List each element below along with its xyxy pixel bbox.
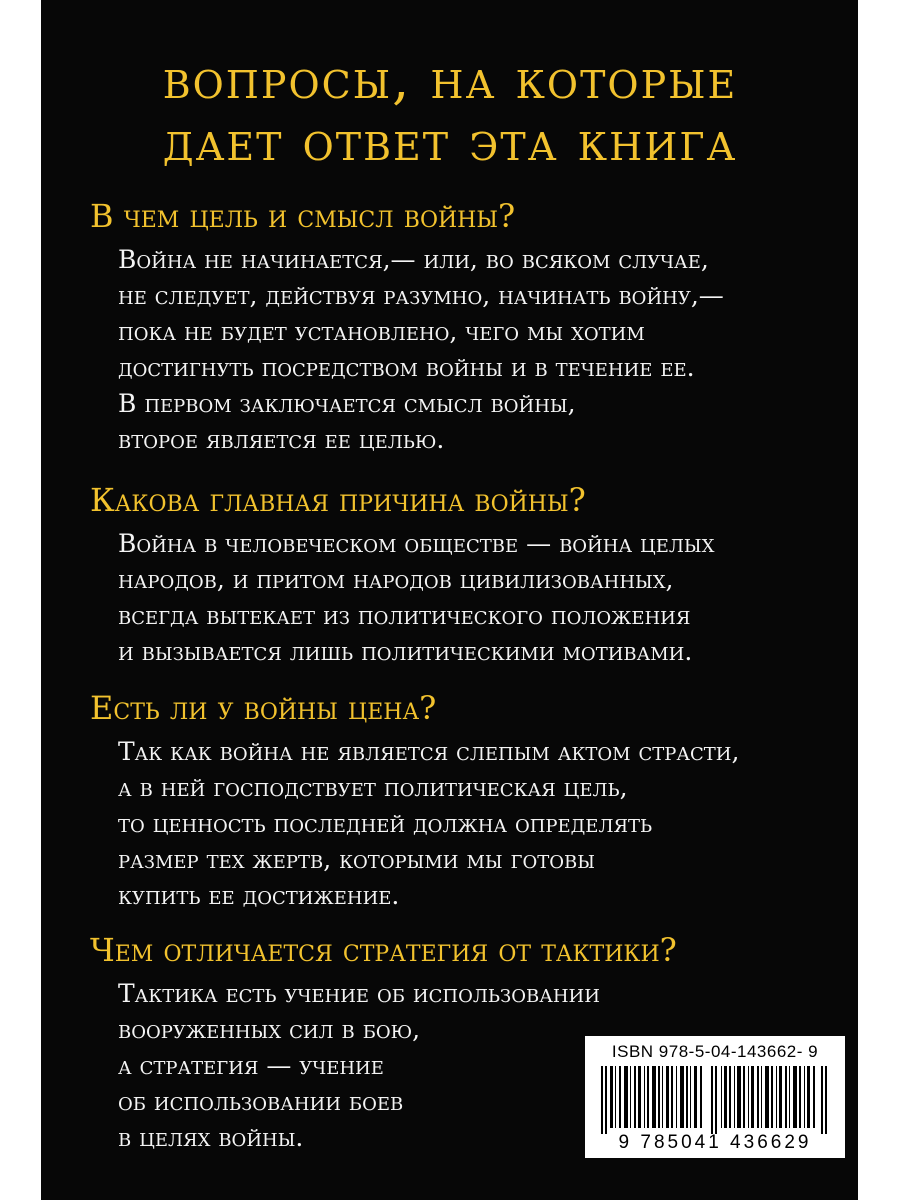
answer-line: размер тех жертв, которыми мы готовы <box>118 845 595 874</box>
answer-line: второе является ее целью. <box>118 425 445 454</box>
barcode-bars <box>601 1066 831 1134</box>
answer-line: в целях войны. <box>118 1123 304 1152</box>
question-heading: В чем цель и смысл войны? <box>90 197 516 235</box>
barcode-digits: 9 785041 436629 <box>618 1132 812 1153</box>
answer-line: народов, и притом народов цивилизованных, <box>118 565 674 594</box>
cover-title-line-2: дает ответ эта книга <box>162 110 738 173</box>
answer-line: а стратегия — учение <box>118 1051 384 1080</box>
answer-line: В первом заключается смысл войны, <box>118 389 576 418</box>
answer-line: а в ней господствует политическая цель, <box>118 773 628 802</box>
answer-line: Тактика есть учение об использовании <box>118 979 600 1008</box>
answer-line: об использовании боев <box>118 1087 404 1116</box>
answer-line: пока не будет установлено, чего мы хотим <box>118 317 645 346</box>
answer-line: купить ее достижение. <box>118 881 400 910</box>
answer-line: Война не начинается,— или, во всяком случае, <box>118 245 709 274</box>
answer-line: Война в человеческом обществе — война целых <box>118 529 715 558</box>
answer-line: не следует, действуя разумно, начинать войну,— <box>118 281 724 310</box>
question-heading: Чем отличается стратегия от тактики? <box>90 931 677 969</box>
answer-line: и вызывается лишь политическими мотивами. <box>118 637 693 666</box>
question-heading: Есть ли у войны цена? <box>90 689 437 727</box>
isbn-barcode <box>585 1036 845 1158</box>
answer-line: вооруженных сил в бою, <box>118 1015 421 1044</box>
answer-line: Так как война не является слепым актом страсти, <box>118 737 740 766</box>
answer-line: всегда вытекает из политического положения <box>118 601 691 630</box>
answer-line: достигнуть посредством войны и в течение ее. <box>118 353 695 382</box>
isbn-label: ISBN 978-5-04-143662- 9 <box>611 1042 819 1061</box>
question-heading: Какова главная причина войны? <box>90 481 586 519</box>
cover-title-line-1: вопросы, на которые <box>162 48 738 111</box>
answer-line: то ценность последней должна определять <box>118 809 653 838</box>
